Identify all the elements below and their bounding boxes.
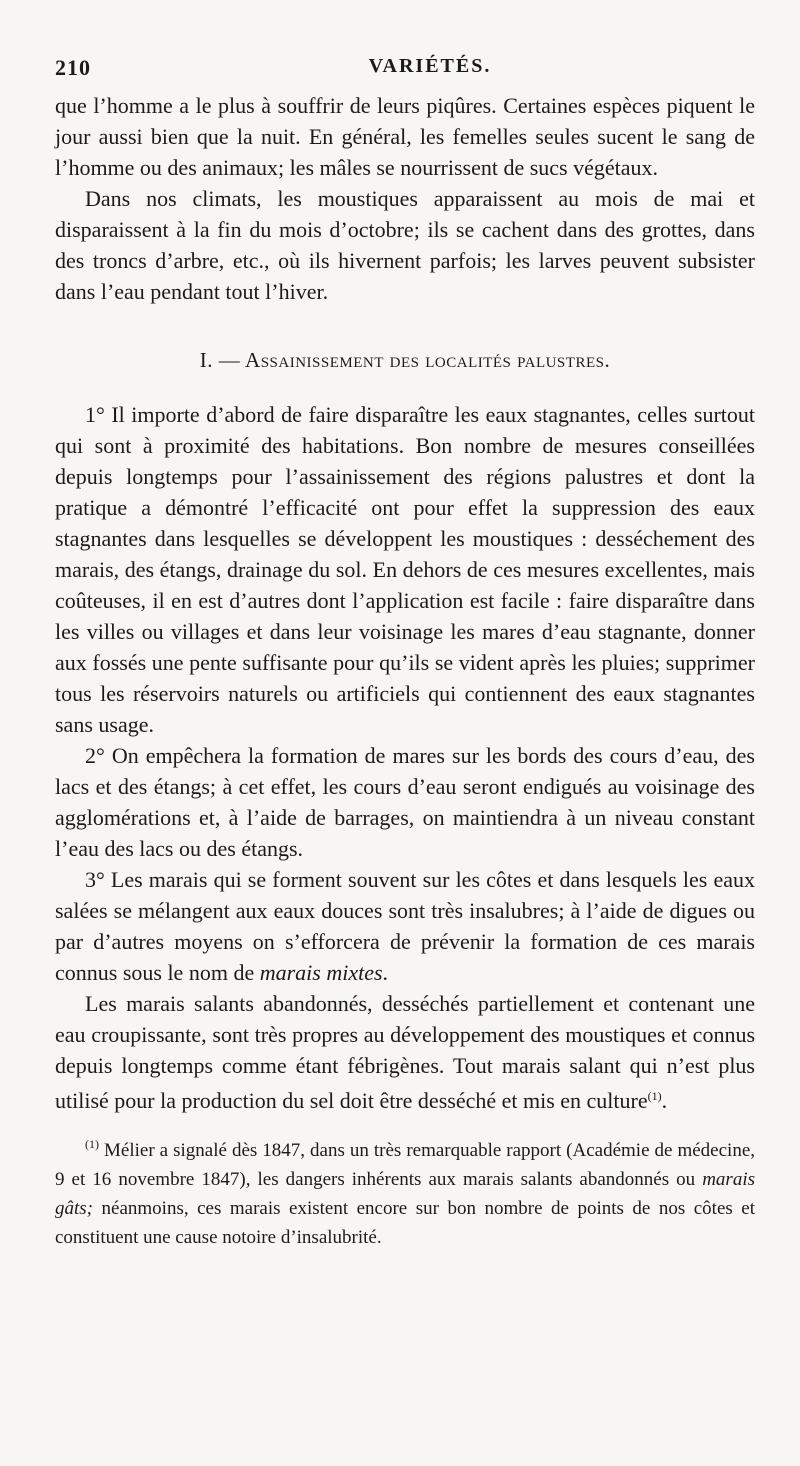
section-paragraph-2: 2° On empêchera la formation de mares sur les bords des cours d’eau, des lacs et des étangs; à cet effet, les cours d’eau seront endigués au voisinage des agglomérations et, à l’aide de barrages, on maintiendra à un niveau constant l’eau des lacs ou des étangs. [55,743,755,861]
running-head: VARIÉTÉS. [368,55,492,77]
body-text [55,90,755,1271]
page-number: 210 [55,55,91,80]
footnote-marker: (1) [85,1137,99,1151]
footnote-text-end: néanmoins, ces marais existent encore sur bon nombre de points de nos côtes et constituent une cause notoire d’insalubrité. [55,1198,756,1248]
italic-term-marais-gats: marais gâts; [55,1169,755,1219]
footnote-reference[interactable]: (1) [647,1089,662,1103]
footnote [55,1130,755,1252]
section-paragraph-4-end: . [661,1088,668,1113]
page-header [55,55,750,85]
section-heading [55,345,755,377]
paragraph-2: Dans nos climats, les moustiques apparaissent au mois de mai et disparaissent à la fin du mois d’octobre; ils se cachent dans des grottes, dans des troncs d’arbre, etc., où ils hivernent parfois; les larves peuvent subsister dans l’eau pendant tout l’hiver. [55,186,755,304]
section-paragraph-3-end: . [382,960,389,985]
section-paragraph-4 [55,988,755,1116]
section-title: Assainissement des localités palustres. [245,348,611,372]
section-paragraph-1: 1° Il importe d’abord de faire disparaître les eaux stagnantes, celles surtout qui sont à proximité des habitations. Bon nombre de mesures conseillées depuis longtemps pour l’assainissement des régions palustres et dont la pratique a démontré l’efficacité ont pour effet la suppression des eaux stagnantes dans lesquelles se développent les moustiques : desséchement des marais, des étangs, drainage du sol. En dehors de ces mesures excellentes, mais coûteuses, il en est d’autres dont l’application est facile : faire disparaître dans les villes ou villages et dans leur voisinage les mares d’eau stagnante, donner aux fossés une pente suffisante pour qu’ils se vident après les pluies; supprimer tous les réservoirs naturels ou artificiels qui contiennent des eaux stagnantes sans usage. [55,402,755,737]
section-paragraph-3-text: 3° Les marais qui se forment souvent sur les côtes et dans lesquels les eaux salées se mélangent aux eaux douces sont très insalubres; à l’aide de digues ou par d’autres moyens on s’efforcera de prévenir la formation de ces marais connus sous le nom de [55,867,755,985]
footnote-text: Mélier a signalé dès 1847, dans un très remarquable rapport (Académie de médecine, 9 et 16 novembre 1847), les dangers inhérents aux marais salants abandonnés ou [55,1140,756,1190]
section-paragraph-3 [55,864,755,988]
italic-term-marais-mixtes: marais mixtes [259,960,383,985]
paragraph-1: que l’homme a le plus à souffrir de leurs piqûres. Certaines espèces piquent le jour aussi bien que la nuit. En général, les femelles seules sucent le sang de l’homme ou des animaux; les mâles se nourrissent de sucs végétaux. [55,93,755,180]
section-paragraph-4-text: Les marais salants abandonnés, desséchés partiellement et contenant une eau croupissante, sont très propres au développement des moustiques et connus depuis longtemps comme étant fébrigènes. Tout marais salant qui n’est plus utilisé pour la production du sel doit être desséché et mis en culture [55,991,755,1113]
section-number: I. — [199,348,241,372]
